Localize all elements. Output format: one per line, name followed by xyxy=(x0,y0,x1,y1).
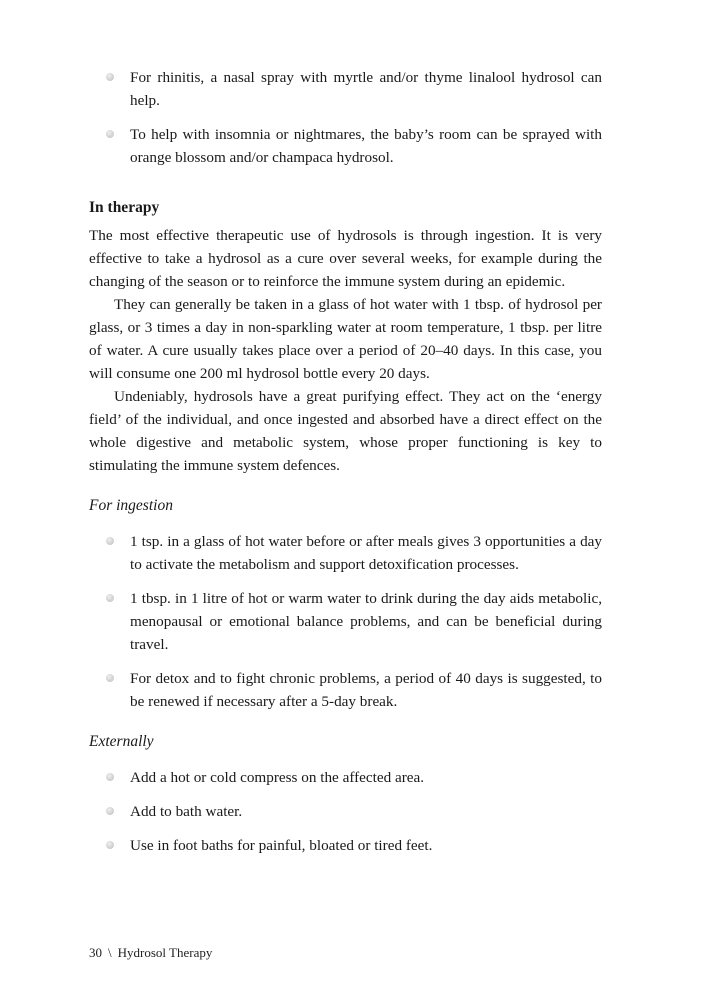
list-item-text: 1 tsp. in a glass of hot water before or after meals gives 3 opportunities a day to activate the metabolism and support detoxification processes. xyxy=(130,533,602,573)
list-item xyxy=(89,766,602,789)
bullet-icon xyxy=(106,807,114,815)
bullet-icon xyxy=(106,841,114,849)
list-item xyxy=(89,530,602,576)
subheading-ingestion: For ingestion xyxy=(89,497,173,514)
bullet-icon xyxy=(106,537,114,545)
running-title: Hydrosol Therapy xyxy=(117,945,213,960)
list-item-text: For detox and to fight chronic problems, a period of 40 days is suggested, to be renewed if necessary after a 5-day break. xyxy=(130,670,602,710)
bullet-icon xyxy=(106,773,114,781)
list-item-text: 1 tbsp. in 1 litre of hot or warm water to drink during the day aids metabolic, menopausal or emotional balance problems, and can be beneficial during travel. xyxy=(130,590,602,653)
list-item-text: Add a hot or cold compress on the affected area. xyxy=(130,769,425,786)
page-number: 30 xyxy=(89,945,102,960)
list-item xyxy=(89,587,602,656)
bullet-icon xyxy=(106,130,114,138)
list-item-text: Add to bath water. xyxy=(130,803,243,820)
subheading-externally: Externally xyxy=(89,733,154,750)
ingestion-list xyxy=(89,530,602,713)
list-item xyxy=(89,834,602,857)
bullet-icon xyxy=(106,674,114,682)
bullet-icon xyxy=(106,594,114,602)
list-item-text: To help with insomnia or nightmares, the baby’s room can be sprayed with orange blossom and/or champaca hydrosol. xyxy=(130,126,602,166)
paragraph: They can generally be taken in a glass of hot water with 1 tbsp. of hydrosol per glass, or 3 times a day in non-sparkling water at room temperature, 1 tbsp. per litre of water. A cure usually takes place over a period of 20–40 days. In this case, you will consume one 200 ml hydrosol bottle every 20 days. xyxy=(89,296,602,382)
top-bullet-list xyxy=(89,66,602,169)
footer-separator: \ xyxy=(108,945,112,960)
list-item-text: Use in foot baths for painful, bloated or tired feet. xyxy=(130,837,433,854)
page-footer xyxy=(89,945,212,961)
list-item xyxy=(89,66,602,112)
list-item xyxy=(89,667,602,713)
list-item xyxy=(89,123,602,169)
paragraph: The most effective therapeutic use of hydrosols is through ingestion. It is very effective to take a hydrosol as a cure over several weeks, for example during the changing of the season or to reinforce the immune system during an epidemic. xyxy=(89,227,602,290)
externally-list xyxy=(89,766,602,857)
section-heading-therapy: In therapy xyxy=(89,199,160,216)
bullet-icon xyxy=(106,73,114,81)
list-item xyxy=(89,800,602,823)
list-item-text: For rhinitis, a nasal spray with myrtle and/or thyme linalool hydrosol can help. xyxy=(130,69,602,109)
paragraph: Undeniably, hydrosols have a great purifying effect. They act on the ‘energy field’ of the individual, and once ingested and absorbed have a direct effect on the whole digestive and metabolic system, whose proper functioning is key to stimulating the immune system defences. xyxy=(89,388,602,474)
page-content xyxy=(89,66,602,868)
